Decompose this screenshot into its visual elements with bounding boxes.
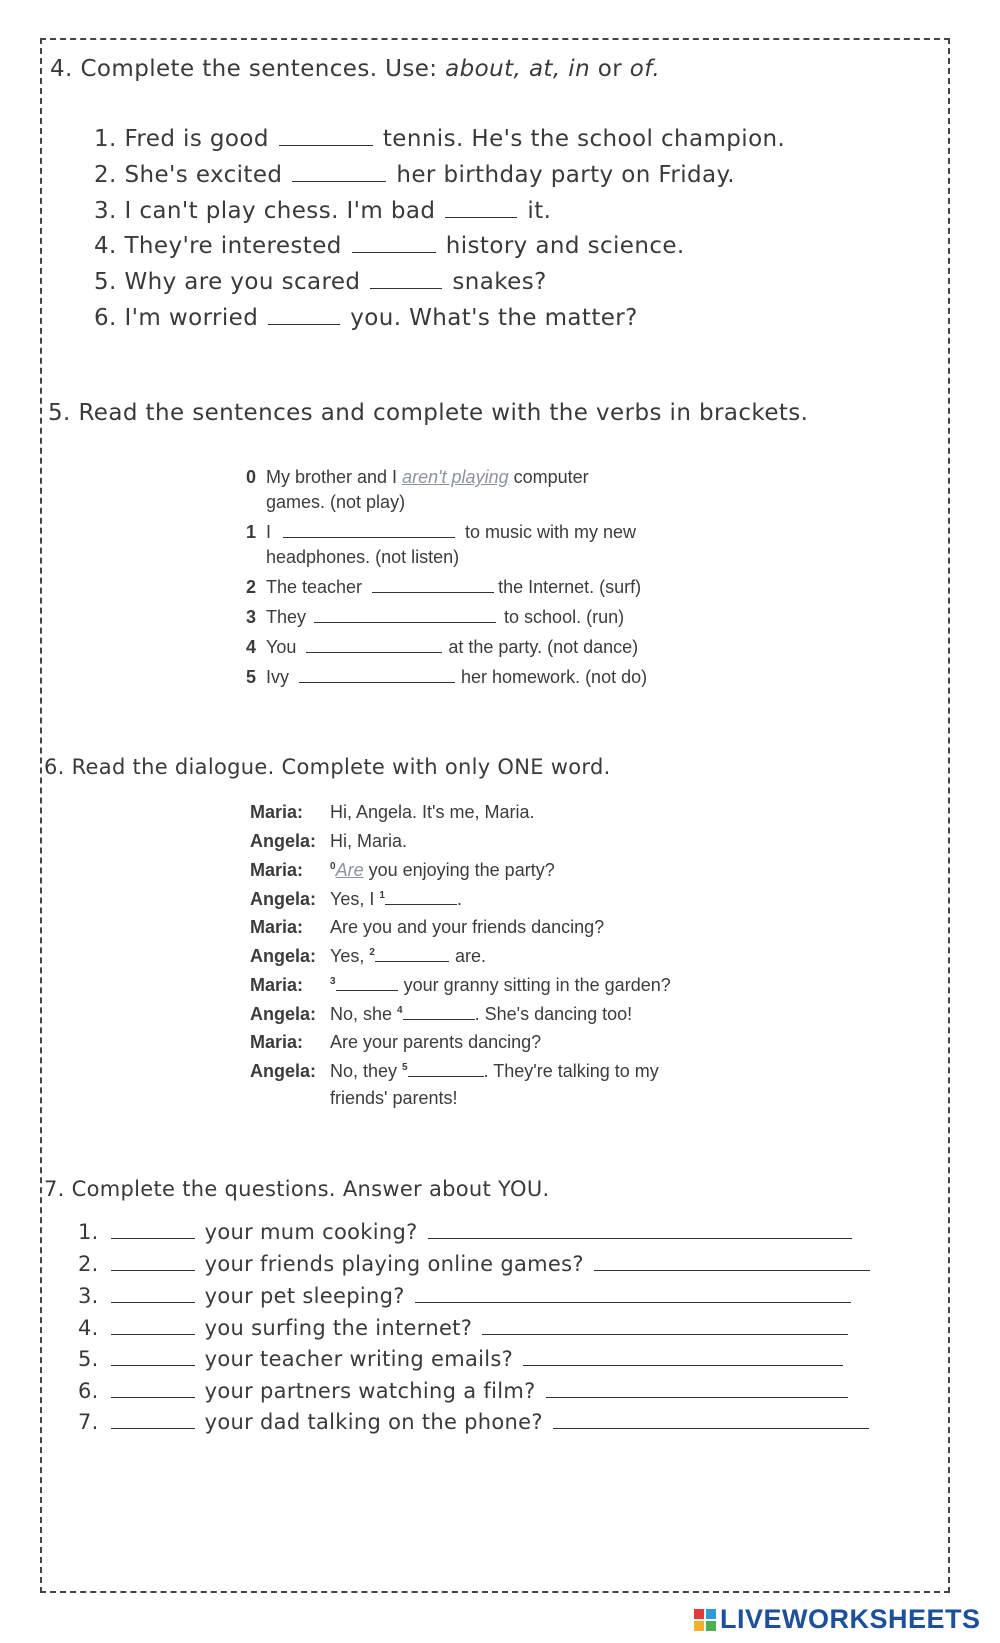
ex7-item-4	[78, 1316, 858, 1340]
item-text: history and science.	[445, 233, 685, 259]
item-text: I	[266, 522, 272, 542]
ex4-item-3	[94, 198, 551, 224]
item-text: you. What's the matter?	[350, 305, 638, 331]
speaker-label: Angela:	[250, 1004, 317, 1024]
gap-number: 0	[330, 861, 336, 872]
answer-blank[interactable]	[385, 890, 457, 905]
item-text: the Internet. (surf)	[498, 577, 642, 597]
answer-line[interactable]	[594, 1252, 870, 1271]
logo-text: LIVEWORKSHEETS	[720, 1604, 981, 1634]
ex7-title: 7. Complete the questions. Answer about YOU.	[44, 1177, 550, 1201]
dialogue-line-5	[250, 917, 604, 938]
item-text: I can't play chess. I'm bad	[124, 198, 436, 224]
answer-blank[interactable]	[268, 306, 340, 325]
ex4-item-5	[94, 269, 547, 295]
ex7-item-1	[78, 1220, 862, 1244]
example-answer: aren't playing	[402, 467, 509, 487]
item-text: Fred is good	[124, 126, 269, 152]
item-text: Ivy	[266, 667, 290, 687]
dialogue-line-10	[250, 1061, 659, 1082]
dialogue-text: . She's dancing too!	[474, 1004, 633, 1024]
question-text: your mum cooking?	[204, 1220, 418, 1244]
item-number: 4.	[78, 1316, 99, 1340]
ex4-item-4	[94, 233, 685, 259]
speaker-label: Maria:	[250, 975, 304, 995]
ex4-item-1	[94, 126, 785, 152]
question-text: your partners watching a film?	[204, 1379, 536, 1403]
item-text: at the party. (not dance)	[448, 637, 639, 657]
ex7-item-5	[78, 1347, 853, 1371]
item-number: 6.	[78, 1379, 99, 1403]
question-text: your dad talking on the phone?	[204, 1410, 543, 1434]
answer-line[interactable]	[482, 1316, 848, 1335]
speaker-label: Angela:	[250, 889, 317, 909]
ex5-item-1-line2: headphones. (not listen)	[266, 547, 460, 567]
ex4-item-2	[94, 162, 735, 188]
item-number: 3.	[78, 1284, 99, 1308]
answer-line[interactable]	[523, 1347, 843, 1366]
ex5-item-2	[246, 577, 641, 598]
answer-blank[interactable]	[111, 1410, 195, 1429]
question-text: your pet sleeping?	[204, 1284, 405, 1308]
answer-line[interactable]	[428, 1220, 852, 1239]
item-text: Why are you scared	[124, 269, 361, 295]
dialogue-line-1	[250, 802, 535, 823]
dialogue-text: your granny sitting in the garden?	[403, 975, 671, 995]
answer-blank[interactable]	[352, 234, 436, 253]
ex5-example-line2: games. (not play)	[266, 492, 406, 512]
item-number: 1.	[78, 1220, 99, 1244]
ex5-item-4	[246, 637, 638, 658]
item-text: her birthday party on Friday.	[396, 162, 735, 188]
item-number: 4.	[94, 233, 117, 259]
item-number: 2.	[78, 1252, 99, 1276]
speaker-label: Maria:	[250, 1032, 304, 1052]
answer-blank[interactable]	[336, 976, 398, 991]
ex6-title: 6. Read the dialogue. Complete with only ONE word.	[44, 755, 611, 779]
question-text: your friends playing online games?	[204, 1252, 584, 1276]
item-text: to music with my new	[465, 522, 637, 542]
dialogue-text: are.	[454, 946, 486, 966]
dialogue-line-3	[250, 860, 555, 881]
item-text: I'm worried	[124, 305, 259, 331]
dialogue-text: Hi, Maria.	[330, 831, 408, 851]
answer-line[interactable]	[415, 1284, 851, 1303]
question-text: your teacher writing emails?	[204, 1347, 514, 1371]
gap-number: 5	[402, 1062, 408, 1073]
answer-blank[interactable]	[111, 1252, 195, 1271]
answer-blank[interactable]	[375, 947, 449, 962]
item-number: 3	[246, 607, 257, 627]
answer-blank[interactable]	[279, 127, 373, 146]
item-text: They're interested	[124, 233, 342, 259]
dialogue-text: . They're talking to my	[483, 1061, 659, 1081]
dialogue-line-6	[250, 946, 486, 967]
item-number: 6.	[94, 305, 117, 331]
ex5-title: 5. Read the sentences and complete with the verbs in brackets.	[48, 400, 809, 426]
speaker-label: Angela:	[250, 946, 317, 966]
item-text: You	[266, 637, 297, 657]
dialogue-text: Yes,	[330, 946, 370, 966]
item-text: She's excited	[124, 162, 283, 188]
dialogue-line-9	[250, 1032, 541, 1053]
answer-blank[interactable]	[111, 1347, 195, 1366]
item-text: My brother and I	[266, 467, 398, 487]
answer-blank[interactable]	[111, 1379, 195, 1398]
dialogue-continuation: friends' parents!	[330, 1088, 458, 1108]
ex7-item-6	[78, 1379, 858, 1403]
item-text: The teacher	[266, 577, 363, 597]
liveworksheets-logo[interactable]	[694, 1604, 981, 1635]
answer-blank[interactable]	[283, 523, 455, 538]
item-text: tennis. He's the school champion.	[382, 126, 786, 152]
example-answer: Are	[335, 860, 364, 880]
question-text: you surfing the internet?	[204, 1316, 473, 1340]
gap-number: 3	[330, 976, 336, 987]
speaker-label: Angela:	[250, 831, 317, 851]
item-number: 1.	[94, 126, 117, 152]
speaker-label: Maria:	[250, 802, 304, 822]
dialogue-line-2	[250, 831, 407, 852]
answer-blank[interactable]	[370, 270, 442, 289]
ex4-title	[50, 56, 660, 82]
item-number: 5.	[78, 1347, 99, 1371]
ex4-title-text: 4. Complete the sentences. Use:	[50, 56, 446, 82]
answer-line[interactable]	[546, 1379, 848, 1398]
speaker-label: Maria:	[250, 860, 304, 880]
gap-number: 4	[397, 1005, 403, 1016]
dialogue-text: Hi, Angela. It's me, Maria.	[330, 802, 535, 822]
ex5-item-1-line1	[246, 522, 636, 543]
answer-blank[interactable]	[403, 1005, 475, 1020]
dialogue-text: Are you and your friends dancing?	[330, 917, 605, 937]
speaker-label: Angela:	[250, 1061, 317, 1081]
dialogue-text: .	[456, 889, 462, 909]
answer-blank[interactable]	[111, 1220, 195, 1239]
answer-blank[interactable]	[306, 638, 442, 653]
item-text: snakes?	[452, 269, 547, 295]
ex7-item-7	[78, 1410, 879, 1434]
ex5-example-line1	[246, 467, 589, 488]
dialogue-text: Are your parents dancing?	[330, 1032, 542, 1052]
answer-blank[interactable]	[299, 668, 455, 683]
logo-grid-icon	[694, 1609, 716, 1631]
answer-line[interactable]	[553, 1410, 869, 1429]
item-text: her homework. (not do)	[461, 667, 648, 687]
dialogue-text: Yes, I	[330, 889, 380, 909]
gap-number: 1	[379, 890, 385, 901]
gap-number: 2	[369, 947, 375, 958]
answer-blank[interactable]	[292, 163, 386, 182]
answer-blank[interactable]	[445, 199, 517, 218]
item-number: 4	[246, 637, 257, 657]
ex4-title-words: about, at, in	[445, 56, 591, 82]
dialogue-text: you enjoying the party?	[363, 860, 555, 880]
answer-blank[interactable]	[408, 1062, 484, 1077]
item-number: 5.	[94, 269, 117, 295]
item-number: 2	[246, 577, 257, 597]
answer-blank[interactable]	[111, 1284, 195, 1303]
answer-blank[interactable]	[372, 578, 494, 593]
ex7-item-2	[78, 1252, 880, 1276]
dialogue-line-4	[250, 889, 462, 910]
ex4-title-last: of.	[629, 56, 661, 82]
item-number: 0	[246, 467, 257, 487]
item-text: to school. (run)	[504, 607, 625, 627]
ex4-item-6	[94, 305, 638, 331]
item-text: They	[266, 607, 307, 627]
dialogue-text: No, she	[330, 1004, 398, 1024]
ex5-item-3	[246, 607, 624, 628]
ex7-item-3	[78, 1284, 861, 1308]
dialogue-text: No, they	[330, 1061, 403, 1081]
item-number: 7.	[78, 1410, 99, 1434]
item-number: 2.	[94, 162, 117, 188]
item-number: 5	[246, 667, 257, 687]
item-text: computer	[513, 467, 589, 487]
speaker-label: Maria:	[250, 917, 304, 937]
ex5-item-5	[246, 667, 647, 688]
dialogue-line-8	[250, 1004, 632, 1025]
dialogue-line-7	[250, 975, 671, 996]
item-number: 3.	[94, 198, 117, 224]
ex4-title-or: or	[590, 56, 630, 82]
item-text: it.	[527, 198, 552, 224]
answer-blank[interactable]	[314, 608, 496, 623]
answer-blank[interactable]	[111, 1316, 195, 1335]
item-number: 1	[246, 522, 257, 542]
